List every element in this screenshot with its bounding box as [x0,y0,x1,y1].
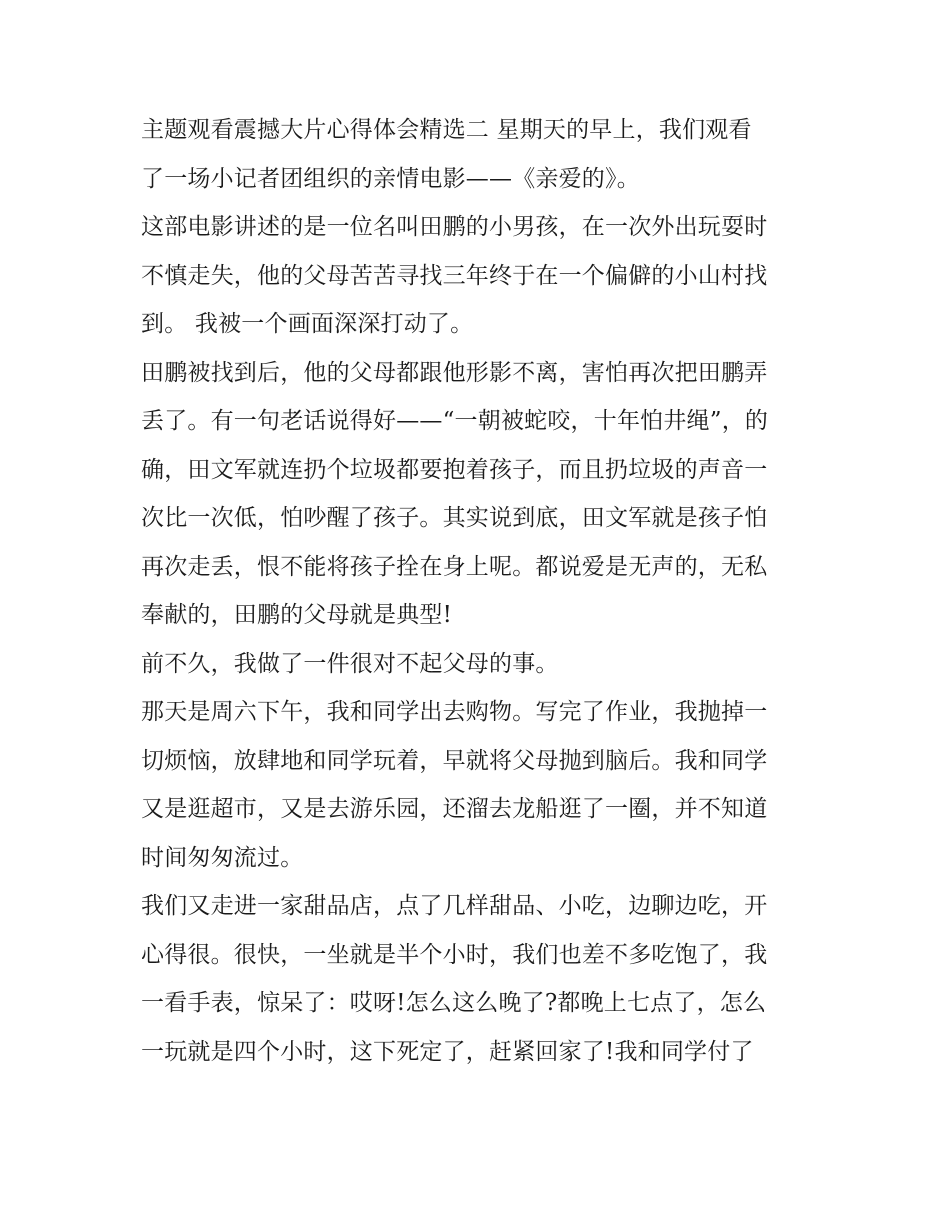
text-line: 确，田文军就连扔个垃圾都要抱着孩子，而且扔垃圾的声音一 [141,456,768,483]
text-line: 又是逛超市，又是去游乐园，还溜去龙船逛了一圈，并不知道 [141,796,768,822]
text-line: 一看手表，惊呆了：哎呀!怎么这么晚了?都晚上七点了，怎么 [141,990,767,1016]
text-line: 这部电影讲述的是一位名叫田鹏的小男孩，在一次外出玩耍时 [141,214,768,240]
text-line: 那天是周六下午，我和同学出去购物。写完了作业，我抛掉一 [141,699,768,725]
text-line: 心得很。很快，一坐就是半个小时，我们也差不多吃饱了，我 [141,941,768,968]
text-line: 主题观看震撼大片心得体会精选二 星期天的早上，我们观看 [141,117,752,143]
text-line: 不慎走失，他的父母苦苦寻找三年终于在一个偏僻的小山村找 [141,262,768,289]
text-line: 前不久，我做了一件很对不起父母的事。 [141,650,559,677]
text-line: 了一场小记者团组织的亲情电影——《亲爱的》。 [141,165,640,192]
text-line: 切烦恼，放肆地和同学玩着，早就将父母抛到脑后。我和同学 [141,747,768,774]
text-line: 再次走丢，恨不能将孩子拴在身上呢。都说爱是无声的，无私 [141,553,768,580]
document-body [141,106,813,1076]
text-line: 次比一次低，怕吵醒了孩子。其实说到底，田文军就是孩子怕 [141,505,768,531]
text-line: 到。 我被一个画面深深打动了。 [141,311,474,337]
text-line: 时间匆匆流过。 [141,844,304,871]
text-line: 丢了。有一句老话说得好——“一朝被蛇咬，十年怕井绳”，的 [141,408,769,434]
text-line: 我们又走进一家甜品店，点了几样甜品、小吃，边聊边吃，开 [141,893,768,919]
text-line: 奉献的，田鹏的父母就是典型! [141,602,453,628]
text-line: 田鹏被找到后，他的父母都跟他形影不离，害怕再次把田鹏弄 [141,359,768,386]
text-line: 一玩就是四个小时，这下死定了，赶紧回家了!我和同学付了 [141,1038,754,1065]
